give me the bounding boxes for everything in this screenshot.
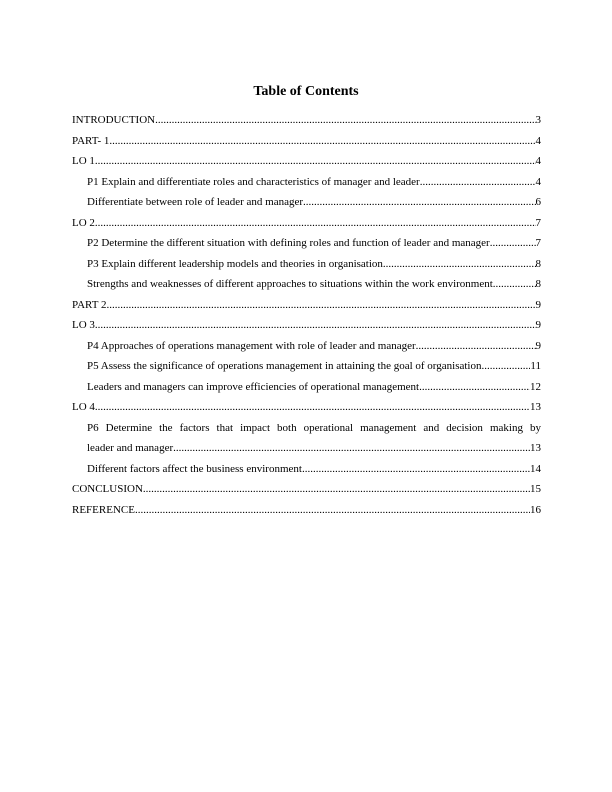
toc-entry-label: P4 Approaches of operations management with role of leader and manager xyxy=(87,339,416,352)
toc-entry-part-1[interactable] xyxy=(72,134,541,155)
toc-entry-p2[interactable] xyxy=(72,236,541,257)
toc-entry-different-factors[interactable] xyxy=(72,462,541,483)
toc-entry-page: 4 xyxy=(535,175,541,188)
toc-entry-label-line1: P6 Determine the factors that impact both operational management and decision making by xyxy=(87,421,541,434)
toc-entry-page: 13 xyxy=(530,401,541,413)
toc-title: Table of Contents xyxy=(253,84,359,99)
toc-entry-line2 xyxy=(87,441,541,462)
toc-entry-lo-2[interactable] xyxy=(72,216,541,237)
dot-leader xyxy=(95,216,536,230)
dot-leader xyxy=(143,482,530,496)
toc-entry-p6[interactable] xyxy=(72,421,541,462)
toc-entry-p1[interactable] xyxy=(72,175,541,196)
toc-entry-label: P3 Explain different leadership models and theories in organisation xyxy=(87,257,383,270)
toc-entry-page: 8 xyxy=(535,257,541,270)
toc-entry-p5[interactable] xyxy=(72,359,541,380)
dot-leader xyxy=(95,400,530,414)
dot-leader xyxy=(303,195,535,209)
toc-entry-label: PART- 1 xyxy=(72,134,110,147)
toc-entry-page: 13 xyxy=(530,442,541,454)
toc-entry-page: 4 xyxy=(535,155,541,167)
toc-entry-leaders-managers-efficiencies[interactable] xyxy=(72,380,541,401)
dot-leader xyxy=(107,298,536,312)
toc-entry-differentiate-roles[interactable] xyxy=(72,195,541,216)
toc-entry-label: INTRODUCTION xyxy=(72,114,156,126)
toc-entry-label: P5 Assess the significance of operations management in attaining the goal of organisation xyxy=(87,360,482,372)
dot-leader xyxy=(302,462,530,476)
dot-leader xyxy=(109,134,535,148)
dot-leader xyxy=(383,257,536,271)
toc-entry-label: Different factors affect the business environment xyxy=(87,462,302,475)
dot-leader xyxy=(419,380,530,394)
toc-entry-p3[interactable] xyxy=(72,257,541,278)
toc-entry-reference[interactable] xyxy=(72,503,541,524)
toc-entry-label: LO 2 xyxy=(72,216,95,229)
toc-entry-label-line2: leader and manager xyxy=(87,442,174,454)
toc-entry-page: 9 xyxy=(535,319,541,331)
toc-entry-label: Strengths and weaknesses of different approaches to situations within the work environment xyxy=(87,278,493,290)
toc-entry-label: LO 4 xyxy=(72,401,95,413)
dot-leader xyxy=(173,441,530,455)
toc-entry-page: 7 xyxy=(535,237,541,249)
toc-entry-page: 3 xyxy=(535,114,541,126)
toc-entry-page: 14 xyxy=(530,462,541,475)
toc-entry-label: P1 Explain and differentiate roles and characteristics of manager and leader xyxy=(87,175,420,188)
toc-entry-page: 4 xyxy=(535,134,541,147)
toc-entry-label: PART 2 xyxy=(72,298,107,311)
toc-entry-page: 16 xyxy=(530,503,541,516)
toc-entry-label: Differentiate between role of leader and manager xyxy=(87,196,304,208)
dot-leader xyxy=(493,277,536,291)
toc-entry-conclusion[interactable] xyxy=(72,482,541,503)
dot-leader xyxy=(490,236,536,250)
toc-entry-page: 6 xyxy=(535,196,541,208)
toc-list xyxy=(72,113,541,523)
dot-leader xyxy=(482,359,531,373)
toc-entry-lo-4[interactable] xyxy=(72,400,541,421)
toc-entry-page: 8 xyxy=(535,278,541,290)
toc-entry-label: REFERENCE xyxy=(72,503,135,516)
toc-entry-introduction[interactable] xyxy=(72,113,541,134)
dot-leader xyxy=(95,318,536,332)
toc-entry-lo-1[interactable] xyxy=(72,154,541,175)
toc-entry-page: 15 xyxy=(530,483,541,495)
toc-entry-label: LO 3 xyxy=(72,319,95,331)
toc-entry-label: CONCLUSION xyxy=(72,483,143,495)
toc-entry-lo-3[interactable] xyxy=(72,318,541,339)
toc-entry-page: 9 xyxy=(535,339,541,352)
toc-entry-label: Leaders and managers can improve efficiencies of operational management xyxy=(87,380,420,393)
toc-entry-part-2[interactable] xyxy=(72,298,541,319)
toc-entry-p4[interactable] xyxy=(72,339,541,360)
toc-entry-page: 12 xyxy=(530,380,541,393)
dot-leader xyxy=(95,154,536,168)
dot-leader xyxy=(155,113,535,127)
toc-entry-page: 9 xyxy=(535,298,541,311)
toc-entry-label: P2 Determine the different situation with defining roles and function of leader and manager xyxy=(87,237,490,249)
dot-leader xyxy=(416,339,536,353)
toc-entry-page: 11 xyxy=(530,360,541,372)
dot-leader xyxy=(135,503,530,517)
toc-entry-strengths-weaknesses[interactable] xyxy=(72,277,541,298)
dot-leader xyxy=(420,175,536,189)
toc-entry-label: LO 1 xyxy=(72,155,95,167)
toc-entry-page: 7 xyxy=(535,216,541,229)
